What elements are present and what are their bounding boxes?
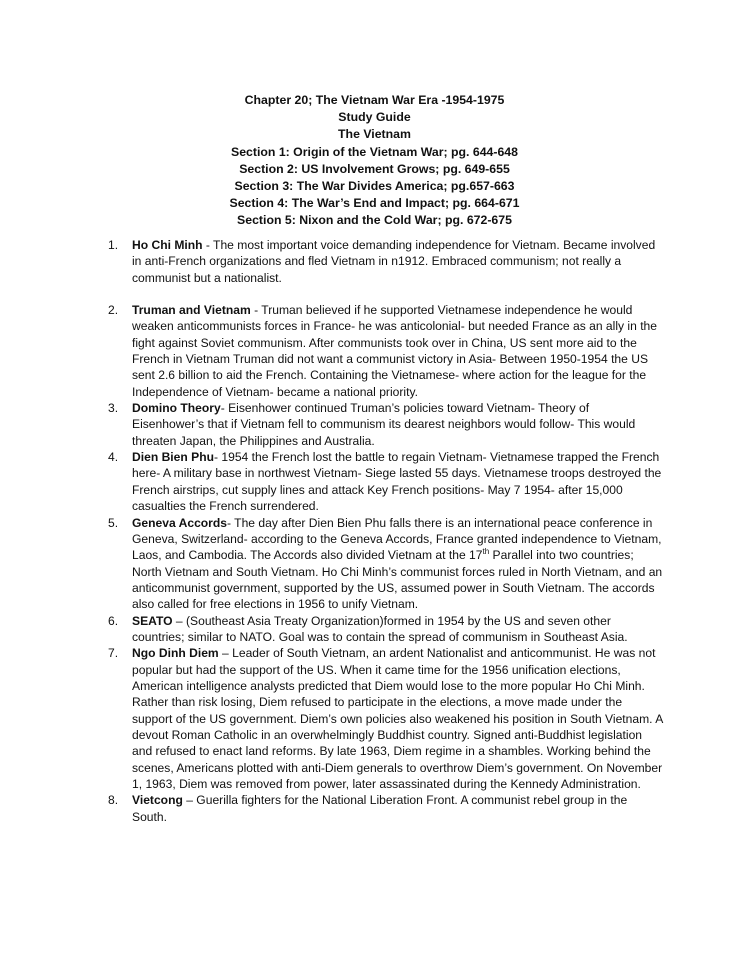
chapter-title: Chapter 20; The Vietnam War Era -1954-1975	[244, 93, 505, 107]
ordinal-superscript: th	[482, 547, 490, 557]
document-header	[0, 92, 749, 230]
item-term: Domino Theory	[132, 401, 221, 416]
list-item	[108, 302, 663, 400]
list-item	[108, 613, 663, 646]
item-number: 3.	[108, 401, 119, 416]
item-term: Dien Bien Phu	[132, 450, 214, 465]
item-term: SEATO	[132, 613, 173, 628]
section-line: Section 4: The War’s End and Impact; pg. 664-671	[229, 196, 520, 211]
study-guide-subtitle: Study Guide	[338, 110, 411, 125]
item-number: 5.	[108, 515, 119, 530]
item-term: Ho Chi Minh	[132, 238, 203, 252]
item-number: 8.	[108, 793, 119, 808]
item-term: Geneva Accords	[132, 515, 228, 530]
item-description: – (Southeast Asia Treaty Organization)formed in 1954 by the US and seven other countries; similar to NATO. Goal was to contain the spread of communism in Southeast Asia.	[132, 613, 628, 644]
list-item	[108, 515, 663, 613]
item-number: 7.	[108, 646, 119, 661]
section-line: Section 5: Nixon and the Cold War; pg. 672-675	[237, 213, 512, 228]
list-item	[108, 645, 663, 792]
item-description: - The most important voice demanding independence for Vietnam. Became involved in anti-French organizations and fled Vietnam in n1912. Embraced communism; not really a communist but a nationalist.	[132, 238, 656, 285]
item-description: – Guerilla fighters for the National Liberation Front. A communist rebel group in the South.	[132, 793, 628, 824]
item-number: 6.	[108, 613, 119, 628]
item-number: 2.	[108, 303, 119, 318]
list-item	[108, 792, 663, 825]
item-term: Vietcong	[132, 793, 183, 808]
item-term: Ngo Dinh Diem	[132, 646, 219, 661]
item-description-part: - The day after Dien Bien Phu falls there is an international peace conference in Geneva, Switzerland- according to the Geneva Accords, France granted independence to Vietnam, Laos, and Cambodia. The Accords also divided Vietnam at the 17	[132, 515, 662, 563]
item-description: - Truman believed if he supported Vietnamese independence he would weaken anticommunists forces in France- he was anticolonial- but needed France as an ally in the fight against Soviet communism. After communists took over in China, US sent more aid to the French in Vietnam Truman did not want a communist victory in Asia- Between 1950-1954 the US sent 2.6 billion to aid the French. Containing the Vietnamese- where action for the league for the Independence of Vietnam- became a national priority.	[132, 303, 658, 399]
topic-heading: The Vietnam	[338, 127, 411, 142]
list-item	[108, 237, 663, 286]
item-number: 1.	[108, 238, 119, 252]
section-line: Section 3: The War Divides America; pg.657-663	[234, 179, 515, 194]
item-number: 4.	[108, 450, 119, 465]
section-line: Section 2: US Involvement Grows; pg. 649-655	[239, 161, 510, 176]
section-line: Section 1: Origin of the Vietnam War; pg. 644-648	[231, 144, 518, 159]
terms-list	[108, 237, 663, 825]
item-description: – Leader of South Vietnam, an ardent Nationalist and anticommunist. He was not popular but had the support of the US. When it came time for the 1956 unification elections, American intelligence analysts predicted that Diem would lose to the more popular Ho Chi Minh. Rather than risk losing, Diem refused to participate in the elections, a move made under the support of the US government. Diem’s own policies also weakened his position in South Vietnam. A devout Roman Catholic in an overwhelmingly Buddhist country. Signed anti-Buddhist legislation and refused to enact land reforms. By late 1963, Diem regime in a shambles. Working behind the scenes, Americans plotted with anti-Diem generals to overthrow Diem’s government. On November 1, 1963, Diem was removed from power, later assassinated during the Kennedy Administration.	[132, 646, 663, 791]
item-description: - Eisenhower continued Truman’s policies toward Vietnam- Theory of Eisenhower’s that if Vietnam fell to communism its dearest neighbors would follow- This would threaten Japan, the Philippines and Australia.	[132, 401, 636, 448]
item-term: Truman and Vietnam	[132, 303, 251, 318]
list-item	[108, 400, 663, 449]
item-description-part: Parallel into two countries; North Vietnam and South Vietnam. Ho Chi Minh’s communist forces ruled in North Vietnam, and an anticommunist government, supported by the US, assumed power in South Vietnam. The accords also called for free elections in 1956 to unify Vietnam.	[132, 548, 663, 612]
item-description: - 1954 the French lost the battle to regain Vietnam- Vietnamese trapped the French here- A military base in northwest Vietnam- Siege lasted 55 days. Vietnamese troops destroyed the French airstrips, cut supply lines and attack Key French positions- May 7 1954- after 15,000 casualties the French surrendered.	[132, 450, 662, 514]
list-item	[108, 449, 663, 514]
